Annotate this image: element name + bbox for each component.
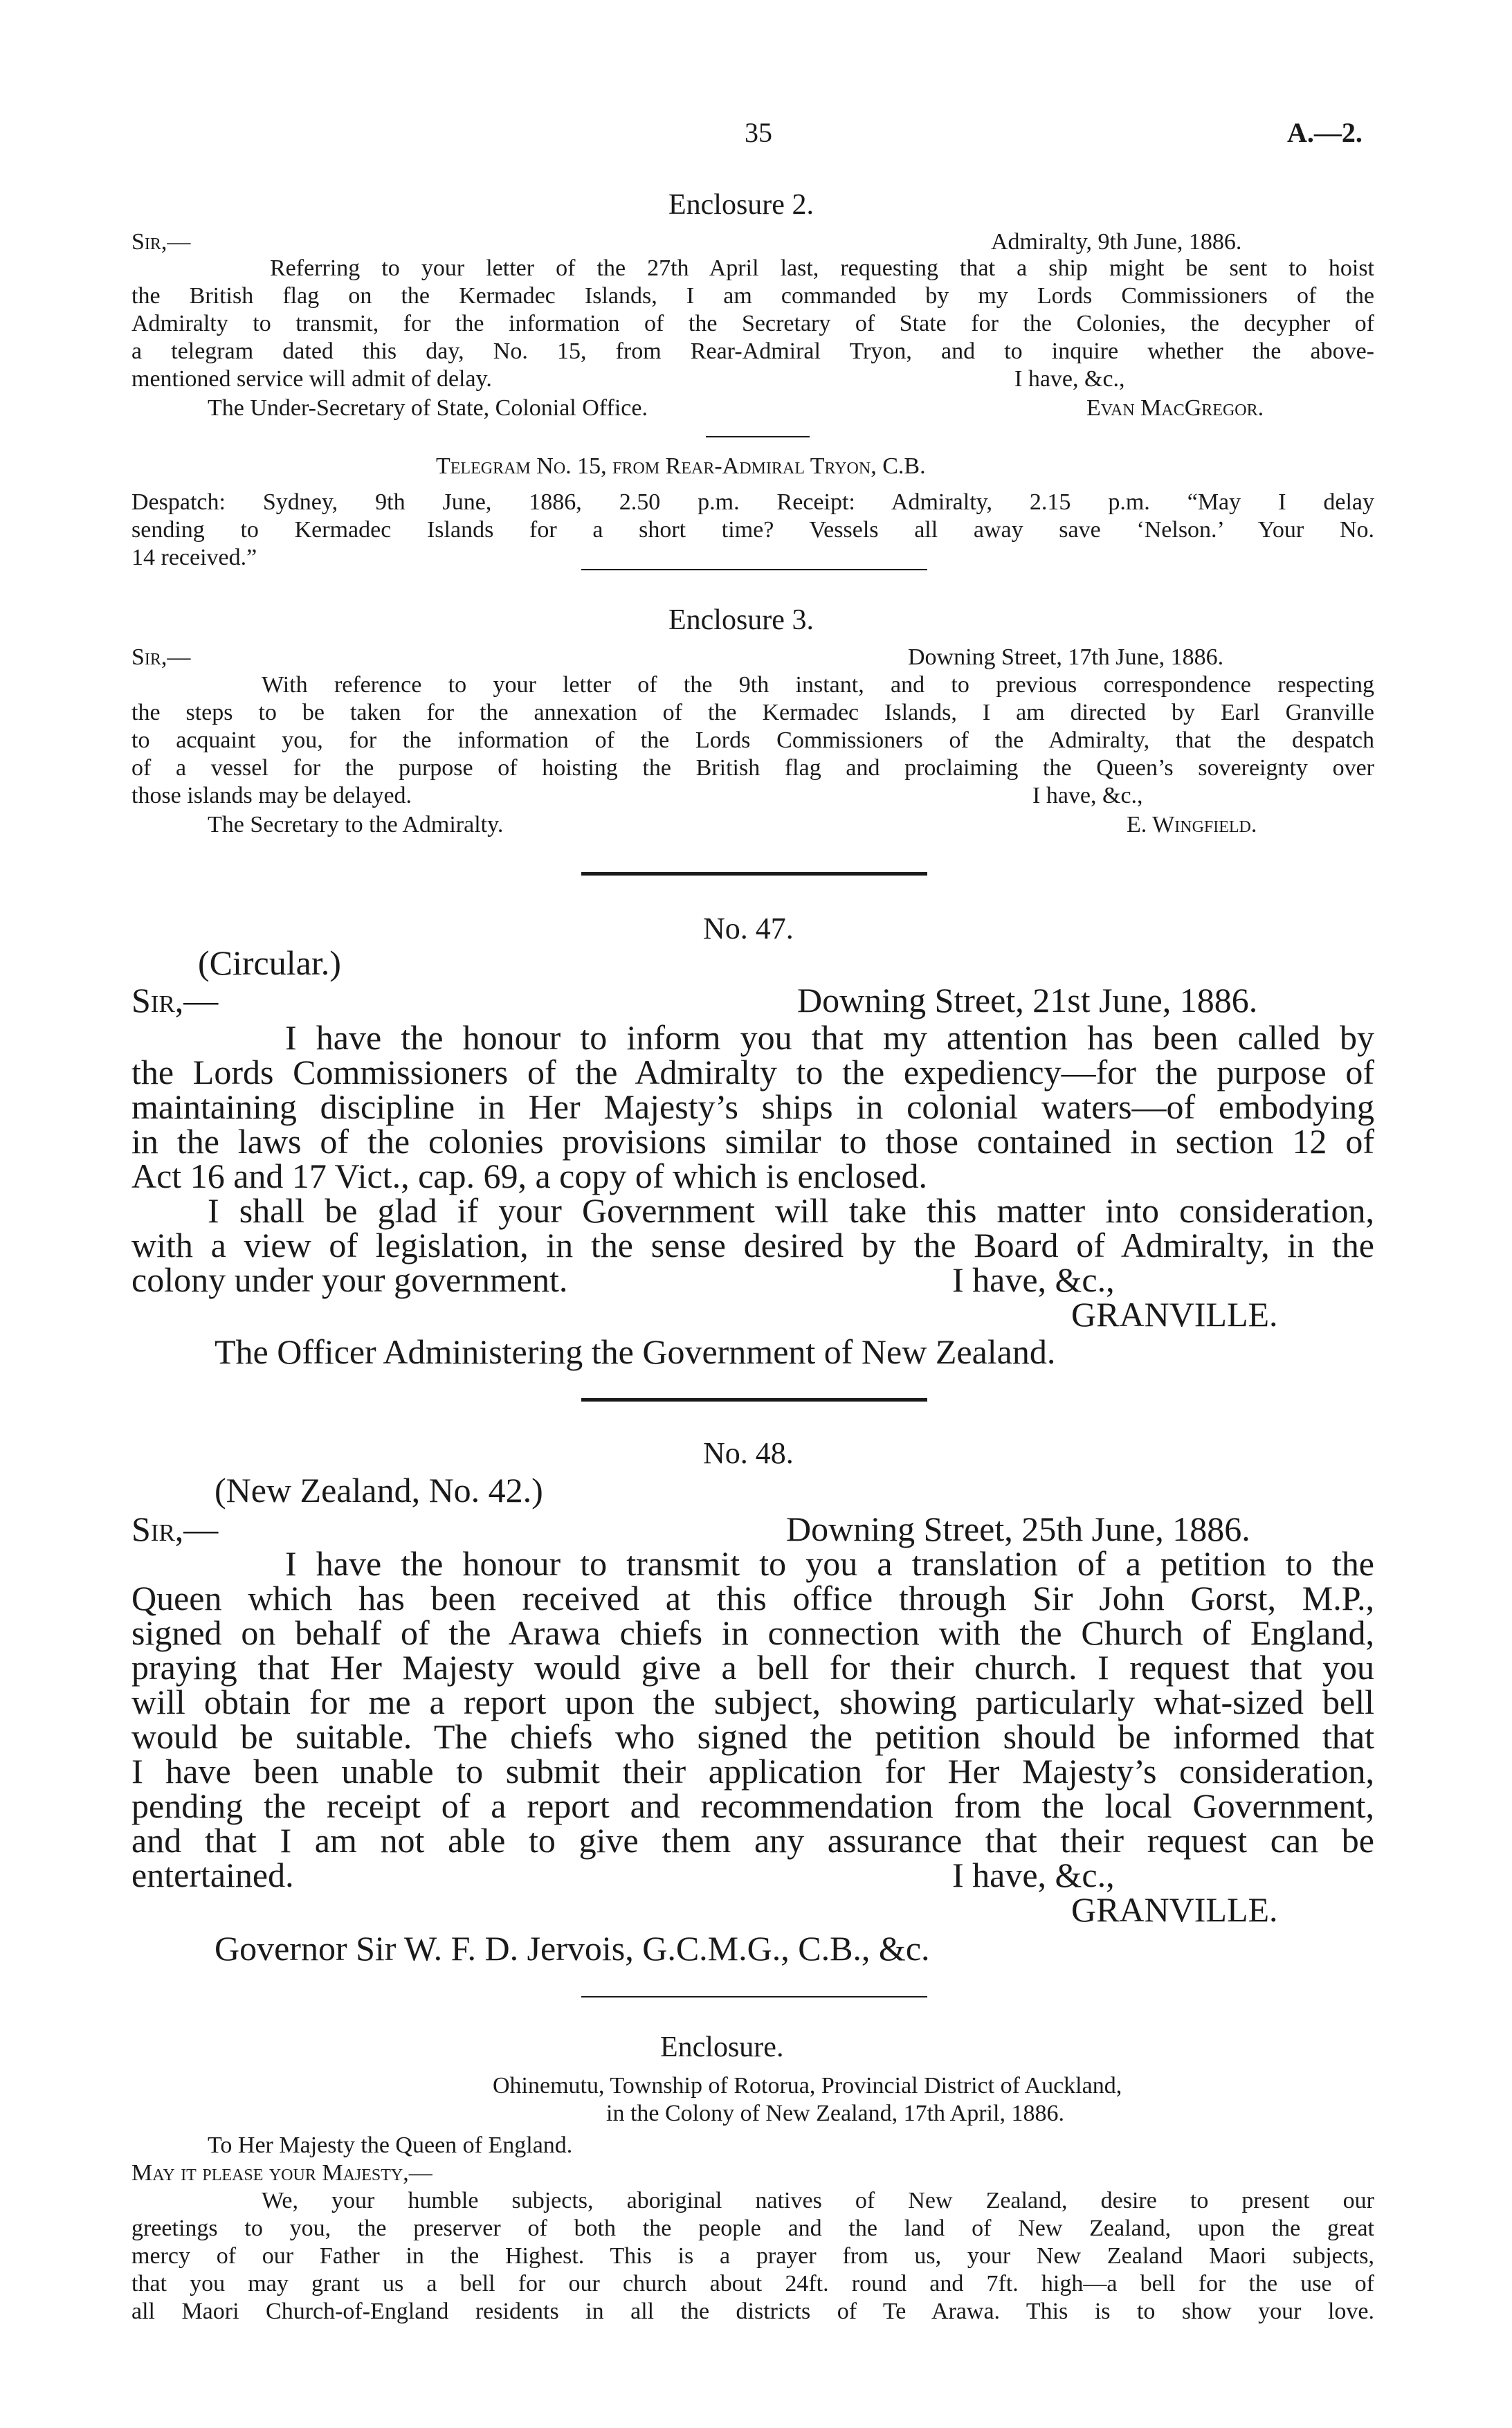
body-line: Act 16 and 17 Vict., cap. 69, a copy of which is enclosed. (131, 1157, 927, 1195)
body-line: mercy of our Father in the Highest. This is a prayer from us, your New Zealand Maori subjects, (131, 2243, 1374, 2269)
body-line: the Lords Commissioners of the Admiralty to the expediency—for the purpose of (131, 1053, 1374, 1091)
addressee: To Her Majesty the Queen of England. (208, 2132, 573, 2158)
divider-thick (581, 1398, 927, 1402)
place-line: in the Colony of New Zealand, 17th April, 1886. (606, 2101, 1064, 2126)
body-line: entertained. (131, 1856, 294, 1894)
salutation: Sir,— (131, 981, 219, 1020)
signature: GRANVILLE. (1071, 1890, 1278, 1929)
body-line: 14 received.” (131, 545, 257, 570)
body-line: We, your humble subjects, aboriginal natives of New Zealand, desire to present our (262, 2188, 1374, 2213)
letter-number: No. 48. (703, 1436, 794, 1470)
telegram-heading: Telegram No. 15, from Rear-Admiral Tryon, C.B. (436, 453, 926, 479)
place-line: Ohinemutu, Township of Rotorua, Provincial District of Auckland, (493, 2073, 1122, 2099)
body-line: Despatch: Sydney, 9th June, 1886, 2.50 p.m. Receipt: Admiralty, 2.15 p.m. “May I delay (131, 489, 1374, 515)
signature: E. Wingfield. (1127, 812, 1257, 837)
body-line: that you may grant us a bell for our church about 24ft. round and 7ft. high—a bell for the use of (131, 2271, 1374, 2296)
body-line: I have the honour to transmit to you a translation of a petition to the (285, 1544, 1374, 1583)
body-line: maintaining discipline in Her Majesty’s ships in colonial waters—of embodying (131, 1087, 1374, 1126)
body-line: those islands may be delayed. (131, 783, 412, 808)
body-line: colony under your government. (131, 1260, 568, 1299)
body-line: in the laws of the colonies provisions similar to those contained in section 12 of (131, 1122, 1374, 1161)
body-line: I have the honour to inform you that my attention has been called by (285, 1018, 1374, 1057)
body-line: the British flag on the Kermadec Islands, I am commanded by my Lords Commissioners of the (131, 283, 1374, 309)
body-line: I shall be glad if your Government will take this matter into consideration, (208, 1191, 1374, 1230)
body-line: I have been unable to submit their application for Her Majesty’s consideration, (131, 1752, 1374, 1791)
addressee: The Officer Administering the Government of New Zealand. (215, 1332, 1056, 1371)
body-line: to acquaint you, for the information of the Lords Commissioners of the Admiralty, that the despatch (131, 727, 1374, 753)
body-line: Queen which has been received at this office through Sir John Gorst, M.P., (131, 1579, 1374, 1618)
body-line: Referring to your letter of the 27th April last, requesting that a ship might be sent to hoist (270, 255, 1374, 281)
body-line: signed on behalf of the Arawa chiefs in connection with the Church of England, (131, 1613, 1374, 1652)
letter-type: (Circular.) (198, 943, 341, 982)
section-heading: Enclosure 2. (668, 189, 814, 221)
body-line: pending the receipt of a report and recommendation from the local Government, (131, 1786, 1374, 1825)
signature: Evan MacGregor. (1086, 395, 1264, 421)
dateline: Downing Street, 21st June, 1886. (797, 981, 1258, 1020)
closing: I have, &c., (952, 1260, 1115, 1299)
divider (581, 569, 927, 570)
salutation: May it please your Majesty,— (131, 2160, 432, 2186)
salutation: Sir,— (131, 644, 191, 670)
dateline: Downing Street, 25th June, 1886. (786, 1510, 1250, 1548)
page-number: 35 (745, 117, 772, 148)
document-code: A.—2. (1287, 117, 1363, 148)
body-line: will obtain for me a report upon the subject, showing particularly what-sized bell (131, 1683, 1374, 1721)
body-line: mentioned service will admit of delay. (131, 366, 492, 392)
section-heading: Enclosure 3. (668, 604, 814, 636)
salutation: Sir,— (131, 229, 191, 255)
letter-type: (New Zealand, No. 42.) (215, 1471, 543, 1510)
closing: I have, &c., (952, 1856, 1115, 1894)
closing: I have, &c., (1014, 366, 1125, 392)
dateline: Downing Street, 17th June, 1886. (908, 644, 1224, 670)
body-line: of a vessel for the purpose of hoisting the British flag and proclaiming the Queen’s sovereignty over (131, 755, 1374, 781)
body-line: Admiralty to transmit, for the information of the Secretary of State for the Colonies, the decypher of (131, 311, 1374, 336)
addressee: The Under-Secretary of State, Colonial Office. (208, 395, 648, 421)
body-line: With reference to your letter of the 9th instant, and to previous correspondence respecting (262, 672, 1374, 698)
letter-number: No. 47. (703, 912, 794, 945)
dateline: Admiralty, 9th June, 1886. (991, 229, 1242, 255)
body-line: the steps to be taken for the annexation of the Kermadec Islands, I am directed by Earl Granville (131, 700, 1374, 725)
section-heading: Enclosure. (660, 2031, 784, 2063)
addressee: Governor Sir W. F. D. Jervois, G.C.M.G., C.B., &c. (215, 1929, 930, 1968)
body-line: sending to Kermadec Islands for a short time? Vessels all away save ‘Nelson.’ Your No. (131, 517, 1374, 543)
body-line: a telegram dated this day, No. 15, from Rear-Admiral Tryon, and to inquire whether the above- (131, 338, 1374, 364)
body-line: greetings to you, the preserver of both the people and the land of New Zealand, upon the great (131, 2216, 1374, 2241)
addressee: The Secretary to the Admiralty. (208, 812, 504, 837)
divider-thick (581, 872, 927, 876)
closing: I have, &c., (1032, 783, 1143, 808)
body-line: praying that Her Majesty would give a bell for their church. I request that you (131, 1648, 1374, 1687)
signature: GRANVILLE. (1071, 1295, 1278, 1334)
salutation: Sir,— (131, 1510, 219, 1548)
body-line: would be suitable. The chiefs who signed the petition should be informed that (131, 1717, 1374, 1756)
body-line: all Maori Church-of-England residents in all the districts of Te Arawa. This is to show your love. (131, 2299, 1374, 2324)
divider (706, 436, 810, 437)
body-line: and that I am not able to give them any assurance that their request can be (131, 1821, 1374, 1860)
divider (581, 1996, 927, 1997)
body-line: with a view of legislation, in the sense desired by the Board of Admiralty, in the (131, 1226, 1374, 1265)
